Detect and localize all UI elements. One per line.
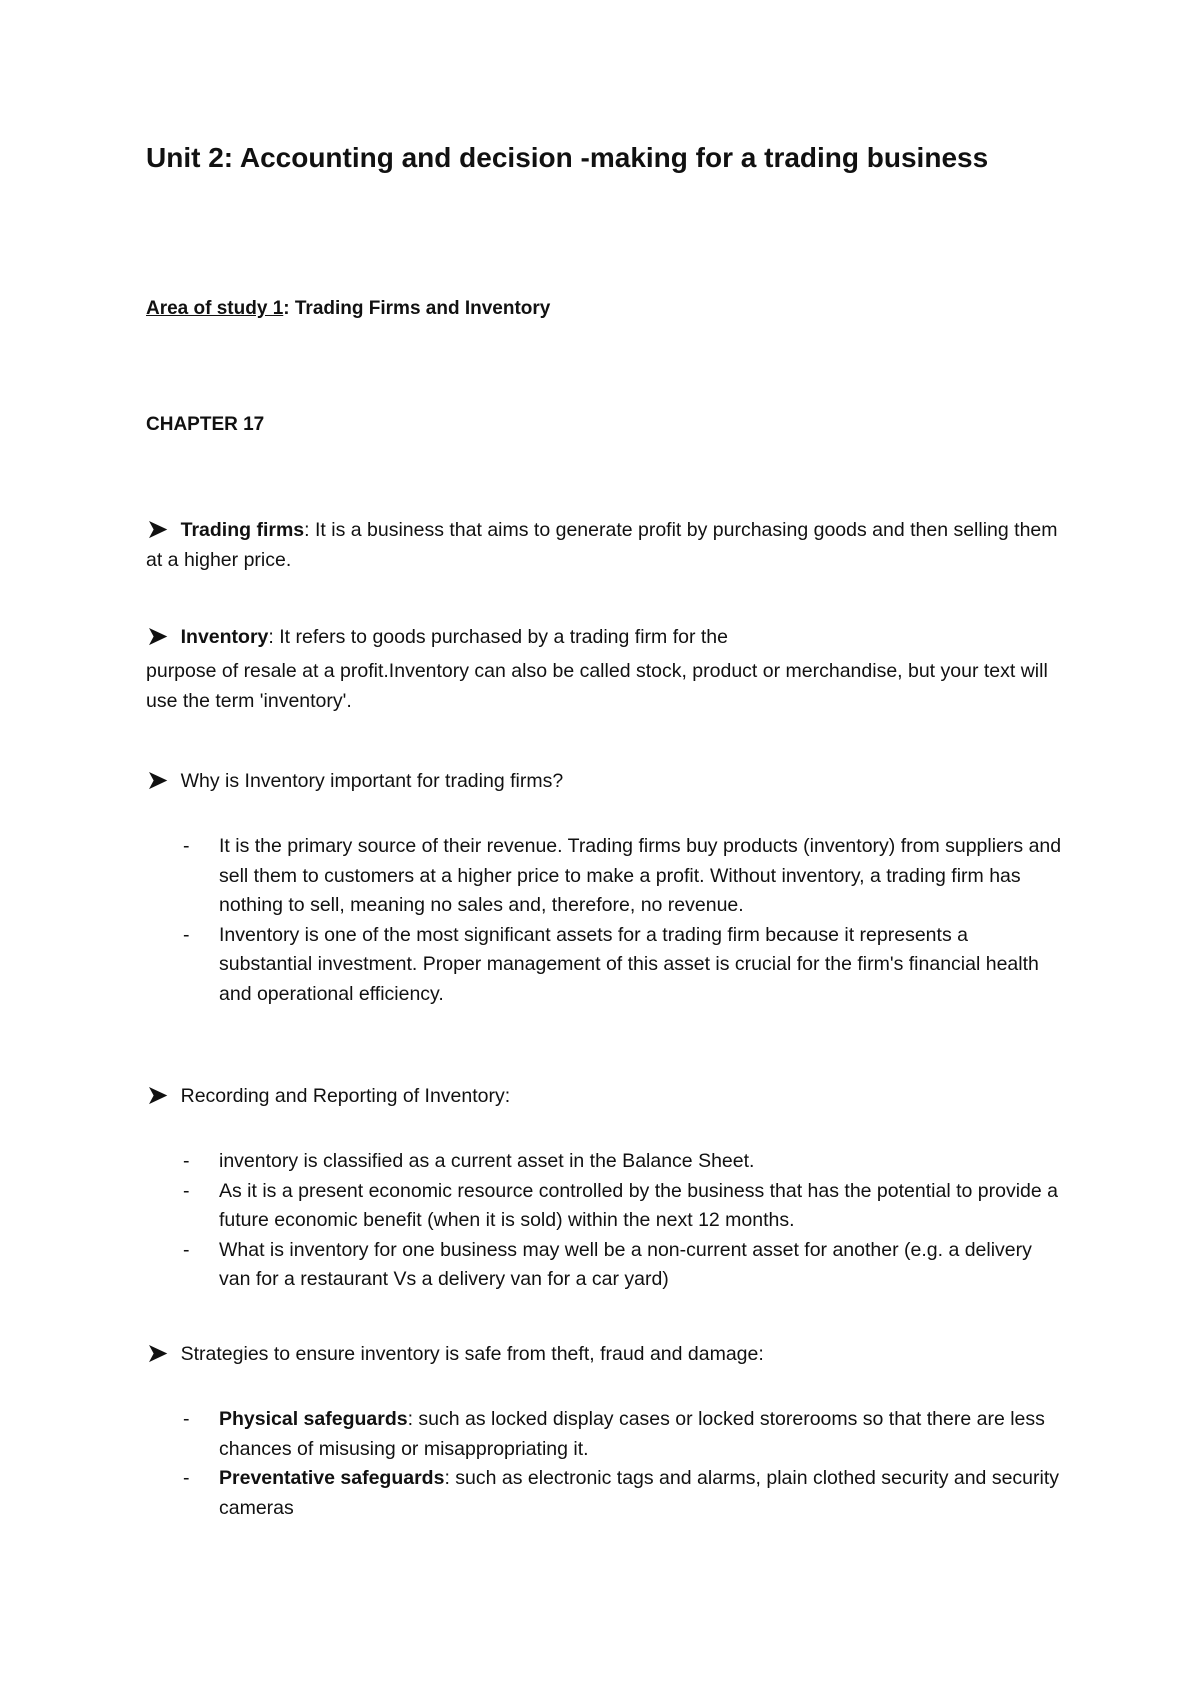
list-item: - What is inventory for one business may well be a non-current asset for another (e.g. a delivery van for a restaurant Vs a delivery van for a car yard) bbox=[146, 1236, 1066, 1295]
physical-safeguards-term: Physical safeguards bbox=[219, 1408, 408, 1430]
area-label: Area of study 1 bbox=[146, 298, 284, 319]
area-text: Trading Firms and Inventory bbox=[294, 298, 551, 319]
list-item: - As it is a present economic resource controlled by the business that has the potential to provide a future economic benefit (when it is sold) within the next 12 months. bbox=[146, 1177, 1066, 1236]
recording-list bbox=[146, 1147, 1066, 1295]
list-item bbox=[146, 1405, 1066, 1464]
area-separator: : bbox=[283, 298, 295, 319]
why-heading bbox=[146, 765, 1066, 796]
arrow-bullet-icon: ➤ bbox=[146, 621, 169, 651]
arrow-bullet-icon: ➤ bbox=[146, 1338, 169, 1368]
trading-firms-term: Trading firms bbox=[180, 519, 305, 541]
area-of-study-heading bbox=[146, 298, 550, 320]
list-item: - inventory is classified as a current asset in the Balance Sheet. bbox=[146, 1147, 1066, 1177]
inventory-term: Inventory bbox=[180, 626, 269, 648]
preventative-safeguards-term: Preventative safeguards bbox=[219, 1467, 445, 1489]
strategies-heading-text: Strategies to ensure inventory is safe from theft, fraud and damage: bbox=[180, 1343, 764, 1365]
strategies-heading bbox=[146, 1338, 1066, 1369]
trading-firms-text: : It is a business that aims to generate profit by purchasing goods and then selling them at a higher price. bbox=[146, 519, 1058, 571]
recording-heading-text: Recording and Reporting of Inventory: bbox=[180, 1085, 511, 1107]
trading-firms-definition bbox=[146, 514, 1066, 575]
inventory-line-1 bbox=[146, 621, 1066, 652]
chapter-heading: CHAPTER 17 bbox=[146, 414, 265, 435]
inventory-text-1: : It refers to goods purchased by a trading firm for the bbox=[268, 626, 728, 648]
strategies-list bbox=[146, 1405, 1066, 1523]
list-item bbox=[146, 1464, 1066, 1523]
inventory-definition bbox=[146, 621, 1066, 716]
preventative-safeguards-text: : such as electronic tags and alarms, plain clothed security and security cameras bbox=[219, 1467, 1060, 1519]
why-heading-text: Why is Inventory important for trading firms? bbox=[180, 770, 564, 792]
why-list bbox=[146, 832, 1066, 1009]
recording-heading bbox=[146, 1080, 1066, 1111]
inventory-text-2: purpose of resale at a profit.Inventory can also be called stock, product or merchandise, but your text will use the term 'inventory'. bbox=[146, 660, 1048, 712]
list-item: - It is the primary source of their revenue. Trading firms buy products (inventory) from suppliers and sell them to customers at a higher price to make a profit. Without inventory, a trading firm has nothing to sell, meaning no sales and, therefore, no revenue. bbox=[146, 832, 1066, 921]
list-item: - Inventory is one of the most significant assets for a trading firm because it represents a substantial investment. Proper management of this asset is crucial for the firm's financial health and operational efficiency. bbox=[146, 921, 1066, 1010]
arrow-bullet-icon: ➤ bbox=[146, 1080, 169, 1110]
arrow-bullet-icon: ➤ bbox=[146, 765, 169, 795]
physical-safeguards-text: : such as locked display cases or locked storerooms so that there are less chances of misusing or misappropriating it. bbox=[219, 1408, 1045, 1460]
document-title: Unit 2: Accounting and decision -making for a trading business bbox=[146, 142, 989, 173]
arrow-bullet-icon: ➤ bbox=[146, 514, 169, 544]
